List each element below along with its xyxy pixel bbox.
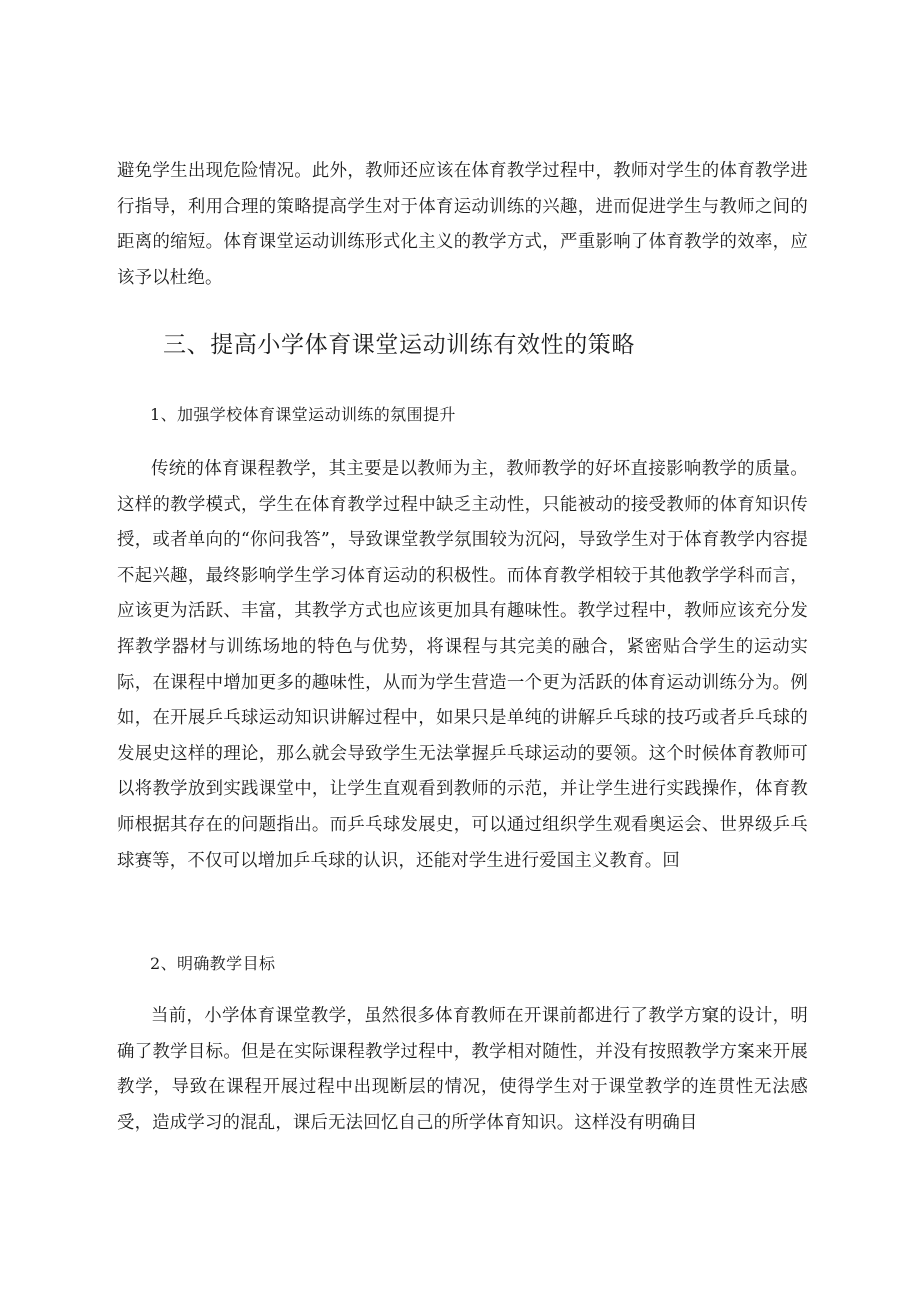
subsection-heading-2: 2、明确教学目标 — [150, 954, 276, 973]
subsection-body-2: 当前，小学体育课堂教学，虽然很多体育教师在开课前都进行了教学方窠的设计，明确了教学目标。但是在实际课程教学过程中，教学相对随性，并没有按照教学方案来开展教学，导致在课程开展过程中出现断层的情况，使得学生对于课堂教学的连贯性无法感受，造成学习的混乱，课后无法回忆自己的所学体育知识。这样没有明确目 — [117, 1006, 808, 1133]
section-heading: 三、提高小学体育课堂运动训练有效性的策略 — [163, 332, 635, 358]
intro-paragraph: 避免学生出现危险情况。此外，教师还应该在体育教学过程中，教师对学生的体育教学进行指导，利用合理的策略提高学生对于体育运动训练的兴趣，进而促进学生与教师之间的距离的缩短。体育课堂运动训练形式化主义的教学方式，严重影响了体育教学的效率，应该予以杜绝。 — [117, 161, 808, 288]
subsection-heading-1: 1、加强学校体育课堂运动训练的氛围提升 — [150, 405, 456, 424]
subsection-body-1: 传统的体育课程教学，其主要是以教师为主，教师教学的好坏直接影响教学的质量。这样的教学模式，学生在体育教学过程中缺乏主动性，只能被动的接受教师的体育知识传授，或者单向的“你问我答”，导致课堂教学氛围较为沉闷，导致学生对于体育教学内容提不起兴趣，最终影响学生学习体育运动的积极性。而体育教学相较于其他教学学科而言，应该更为活跃、丰富，其教学方式也应该更加具有趣味性。教学过程中，教师应该充分发挥教学器材与训练场地的特色与优势，将课程与其完美的融合，紧密贴合学生的运动实际，在课程中增加更多的趣味性，从而为学生营造一个更为活跃的体育运动训练分为。例如，在开展乒乓球运动知识讲解过程中，如果只是单纯的讲解乒乓球的技巧或者乒乓球的发展史这样的理论，那么就会导致学生无法掌握乒乓球运动的要领。这个时候体育教师可以将教学放到实践课堂中，让学生直观看到教师的示范，并让学生进行实践操作，体育教师根据其存在的问题指出。而乒乓球发展史，可以通过组织学生观看奥运会、世界级乒乓球赛等，不仅可以增加乒乓球的认识，还能对学生进行爱国主义教育。回 — [117, 459, 808, 871]
